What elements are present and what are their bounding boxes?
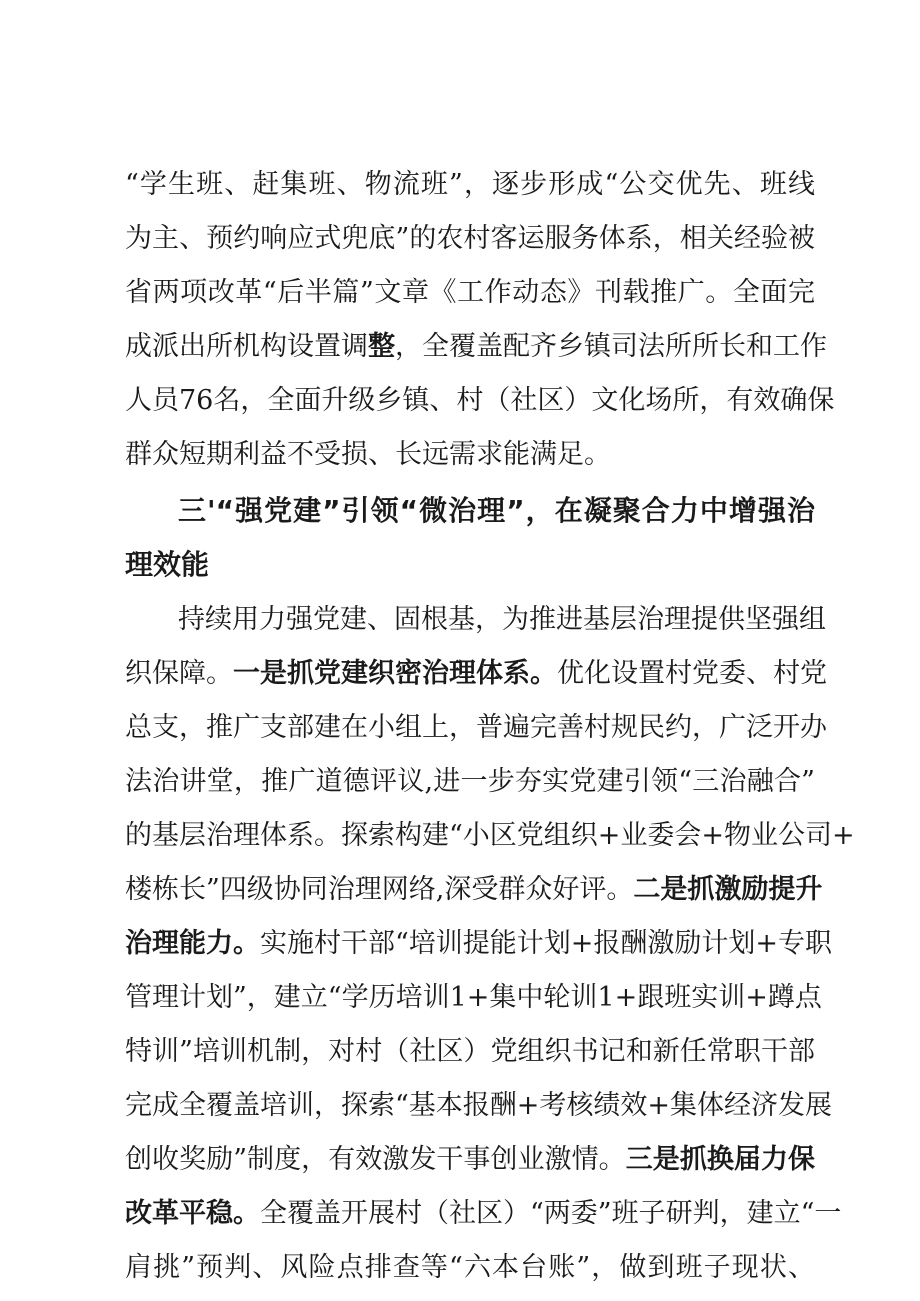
text-line: 的基层治理体系。探索构建“小区党组织+业委会+物业公司+: [125, 820, 855, 851]
text-span: 楼栋长”四级协同治理网络,深受群众好评。: [125, 874, 634, 905]
text-line: 省两项改革“后半篇”文章《工作动态》刊载推广。全面完: [125, 277, 815, 308]
text-line: [125, 1135, 815, 1185]
text-line: 为主、预约响应式兜底”的农村客运服务体系，相关经验被: [125, 223, 815, 254]
section-heading-continued: 理效能: [125, 548, 210, 581]
bold-text-span: 整: [368, 331, 395, 362]
text-span: ，全覆盖配齐乡镇司法所所长和工作: [395, 331, 827, 362]
text-line: “学生班、赶集班、物流班”，逐步形成“公交优先、班线: [125, 169, 815, 200]
section-heading: 三'“强党建”引领“微治理”，在凝聚合力中增强治: [178, 494, 815, 527]
text-line: 肩挑”预判、风险点排查等“六本台账”，做到班子现状、: [125, 1252, 815, 1283]
bold-text-span: 一是抓党建织密治理体系。: [233, 658, 557, 689]
text-line: 法治讲堂，推广道德评议,进一步夯实党建引领“三治融合”: [125, 766, 815, 797]
text-span: 优化设置村党委、村党: [557, 658, 827, 689]
text-span: 创收奖励”制度，有效激发干事创业激情。: [125, 1144, 626, 1175]
bold-text-span: 三是抓换届力保: [625, 1144, 816, 1175]
text-line: [125, 1189, 842, 1239]
bold-text-span: 治理能力。: [125, 928, 260, 959]
text-line: 特训”培训机制，对村（社区）党组织书记和新任常职干部: [125, 1036, 815, 1067]
text-span: 全覆盖开展村（社区）“两委”班子研判，建立“一: [260, 1198, 842, 1229]
text-line: [125, 865, 823, 915]
text-line: 管理计划”，建立“学历培训1+集中轮训1+跟班实训+蹲点: [125, 982, 822, 1013]
text-span: 实施村干部“培训提能计划+报酬激励计划+专职: [260, 928, 833, 959]
text-line: 群众短期利益不受损、长远需求能满足。: [125, 439, 611, 470]
text-line: [125, 322, 827, 372]
text-span: 成派出所机构设置调: [125, 331, 368, 362]
text-span: 织保障。: [125, 658, 233, 689]
text-line: [125, 649, 827, 699]
text-line: 持续用力强党建、固根基，为推进基层治理提供坚强组: [178, 604, 826, 635]
text-line: 完成全覆盖培训，探索“基本报酬+考核绩效+集体经济发展: [125, 1090, 833, 1121]
text-line: [125, 919, 833, 969]
text-line: 人员76名，全面升级乡镇、村（社区）文化场所，有效确保: [125, 385, 835, 416]
bold-text-span: 二是抓激励提升: [633, 874, 823, 905]
text-line: 总支，推广支部建在小组上，普遍完善村规民约，广泛开办: [125, 712, 827, 743]
bold-text-span: 改革平稳。: [125, 1198, 260, 1229]
